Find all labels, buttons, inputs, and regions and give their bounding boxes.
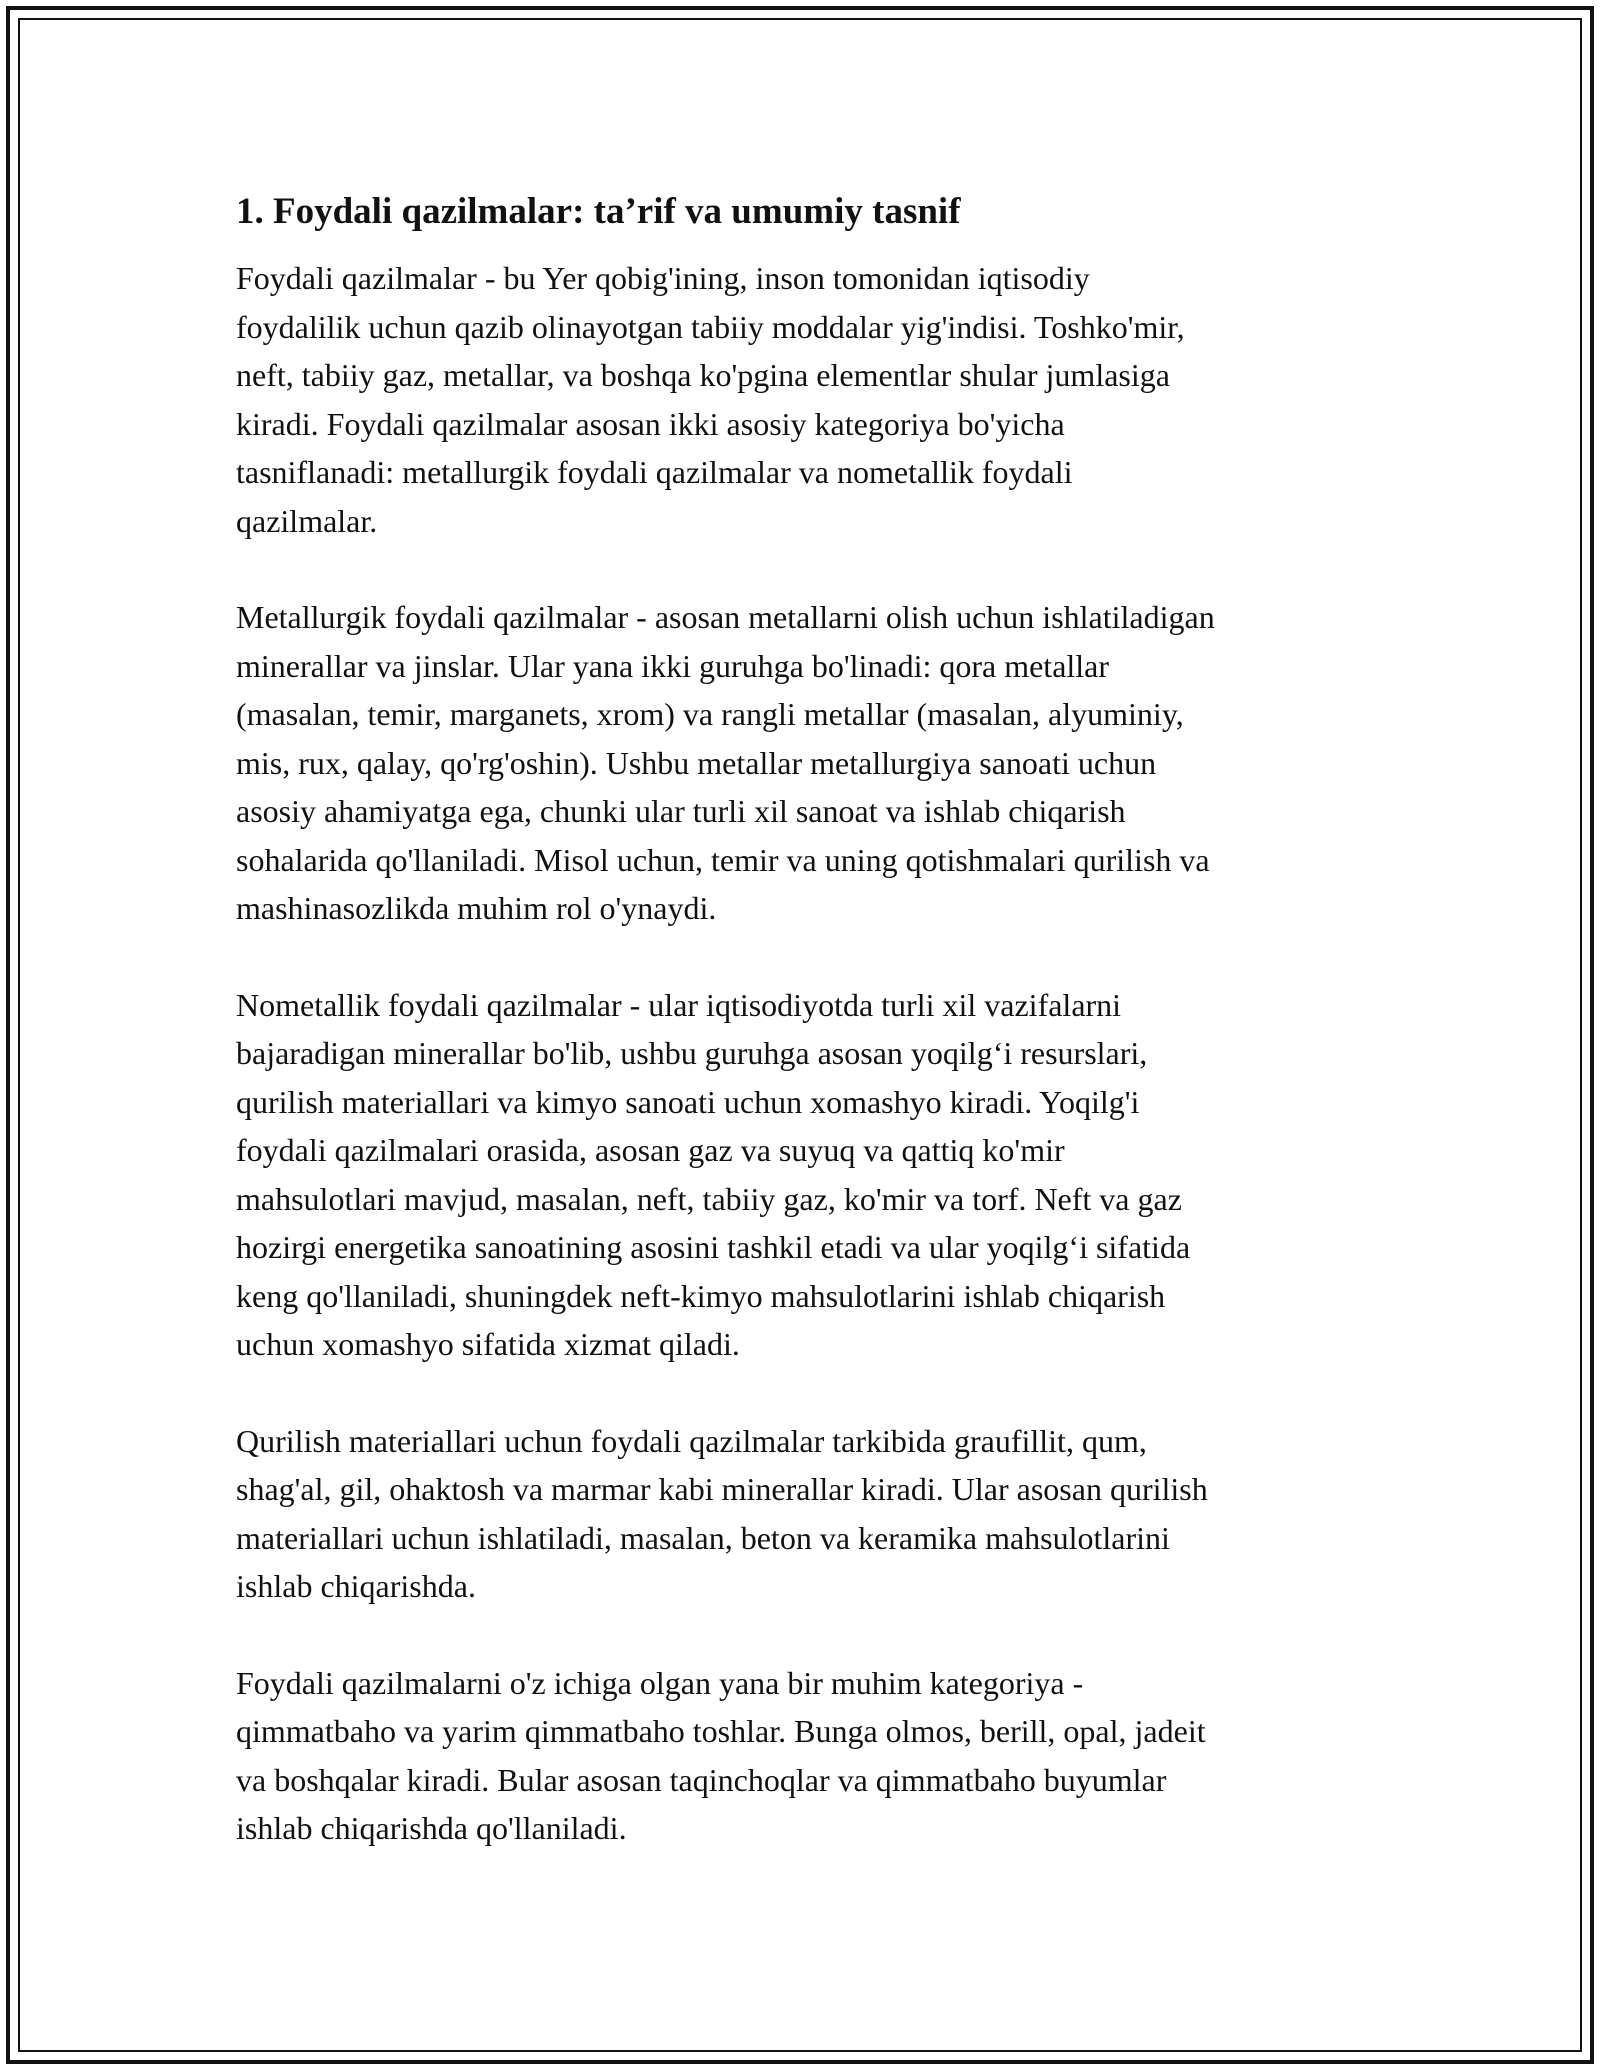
text-line: minerallar va jinslar. Ular yana ikki guruhga bo'linadi: qora metallar [236, 647, 1110, 684]
document-body [236, 188, 1376, 1901]
paragraph-gemstones [236, 1659, 1376, 1853]
text-line: hozirgi energetika sanoatining asosini tashkil etadi va ular yoqilg‘i sifatida [236, 1229, 1191, 1265]
text-line: Metallurgik foydali qazilmalar - asosan metallarni olish uchun ishlatiladigan [236, 599, 1215, 635]
text-line: Nometallik foydali qazilmalar - ular iqtisodiyotda turli xil vazifalarni [236, 986, 1122, 1023]
text-line: ishlab chiqarishda. [236, 1568, 476, 1604]
paragraph-definition [236, 254, 1376, 545]
text-line: Foydali qazilmalar - bu Yer qobig'ining, inson tomonidan iqtisodiy [236, 260, 1090, 296]
text-line: ishlab chiqarishda qo'llaniladi. [236, 1810, 627, 1846]
paragraph-construction [236, 1417, 1376, 1611]
text-line: uchun xomashyo sifatida xizmat qiladi. [236, 1326, 740, 1362]
text-line: foydali qazilmalari orasida, asosan gaz va suyuq va qattiq ko'mir [236, 1132, 1065, 1168]
paragraph-nonmetallic [236, 981, 1376, 1369]
text-line: (masalan, temir, marganets, xrom) va rangli metallar (masalan, alyuminiy, [236, 696, 1184, 732]
section-heading: 1. Foydali qazilmalar: ta’rif va umumiy tasnif [236, 191, 961, 232]
paragraph-metallurgical [236, 593, 1376, 933]
text-line: kiradi. Foydali qazilmalar asosan ikki asosiy kategoriya bo'yicha [236, 405, 1065, 442]
text-line: mashinasozlikda muhim rol o'ynaydi. [236, 890, 717, 926]
text-line: keng qo'llaniladi, shuningdek neft-kimyo mahsulotlarini ishlab chiqarish [236, 1277, 1166, 1314]
text-line: qimmatbaho va yarim qimmatbaho toshlar. Bunga olmos, berill, opal, jadeit [236, 1713, 1206, 1749]
text-line: asosiy ahamiyatga ega, chunki ular turli xil sanoat va ishlab chiqarish [236, 793, 1126, 829]
text-line: qurilish materiallari va kimyo sanoati uchun xomashyo kiradi. Yoqilg'i [236, 1083, 1140, 1120]
text-line: mis, rux, qalay, qo'rg'oshin). Ushbu metallar metallurgiya sanoati uchun [236, 744, 1157, 781]
text-line: shag'al, gil, ohaktosh va marmar kabi minerallar kiradi. Ular asosan qurilish [236, 1471, 1208, 1507]
text-line: mahsulotlari mavjud, masalan, neft, tabiiy gaz, ko'mir va torf. Neft va gaz [236, 1180, 1182, 1217]
text-line: tasniflanadi: metallurgik foydali qazilmalar va nometallik foydali [236, 454, 1073, 490]
text-line: materiallari uchun ishlatiladi, masalan, beton va keramika mahsulotlarini [236, 1519, 1170, 1556]
text-line: foydalilik uchun qazib olinayotgan tabiiy moddalar yig'indisi. Toshko'mir, [236, 308, 1185, 345]
text-line: sohalarida qo'llaniladi. Misol uchun, temir va uning qotishmalari qurilish va [236, 841, 1210, 878]
text-line: va boshqalar kiradi. Bular asosan taqinchoqlar va qimmatbaho buyumlar [236, 1761, 1167, 1798]
text-line: neft, tabiiy gaz, metallar, va boshqa ko'pgina elementlar shular jumlasiga [236, 357, 1170, 393]
text-line: bajaradigan minerallar bo'lib, ushbu guruhga asosan yoqilg‘i resurslari, [236, 1035, 1148, 1071]
text-line: Foydali qazilmalarni o'z ichiga olgan yana bir muhim kategoriya - [236, 1664, 1084, 1701]
text-line: qazilmalar. [236, 502, 378, 539]
text-line: Qurilish materiallari uchun foydali qazilmalar tarkibida graufillit, qum, [236, 1422, 1147, 1459]
